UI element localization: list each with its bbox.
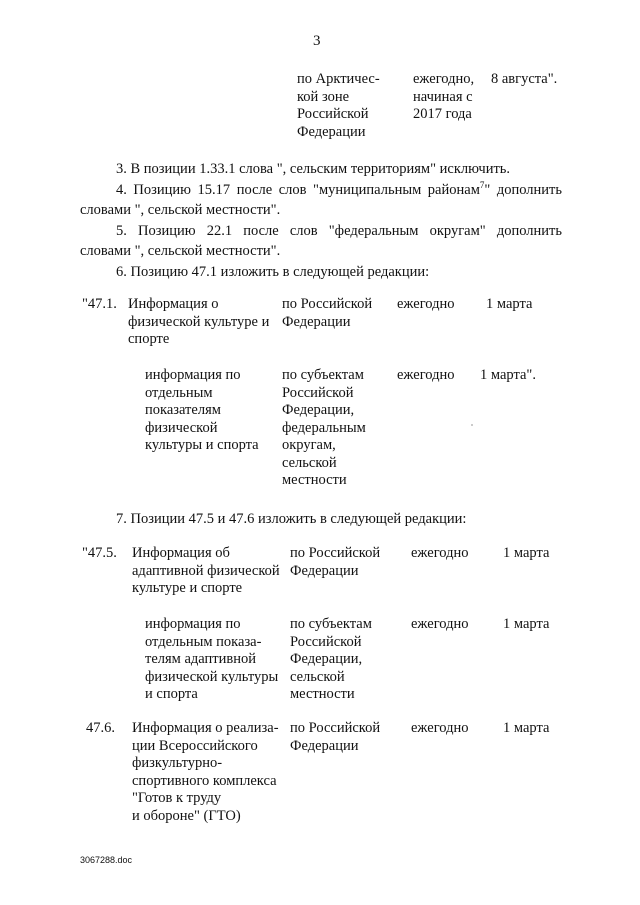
document-filename: 3067288.doc: [80, 855, 133, 865]
row-47-6-period: ежегодно: [411, 720, 469, 736]
row-47-1-number: "47.1.: [82, 296, 117, 312]
row-47-1-sub-period: ежегодно: [397, 367, 455, 383]
row-47-6-name: Информация о реализа- ции Всероссийского физкультурно- спортивного комплекса "Готов к труду и обороне" (ГТО): [132, 720, 279, 824]
top-table-region: по Арктичес- кой зоне Российской Федерации: [297, 71, 380, 140]
row-47-5-sub-name: информация по отдельным показа- телям адаптивной физической культуры и спорта: [145, 616, 279, 702]
row-47-1-period: ежегодно: [397, 296, 455, 312]
paragraph-4-text-end: " дополнить словами ", сельской местности".: [80, 182, 563, 218]
page-number: 3: [313, 33, 321, 49]
row-47-5-level: по Российской Федерации: [290, 545, 381, 579]
row-47-1-level: по Российской Федерации: [282, 296, 373, 330]
row-47-1-date: 1 марта: [486, 296, 533, 312]
paragraph-5: 5. Позицию 22.1 после слов "федеральным округам" дополнить словами ", сельской местности".: [80, 223, 562, 259]
paragraph-6: 6. Позицию 47.1 изложить в следующей редакции:: [116, 264, 430, 280]
row-47-5-date: 1 марта: [503, 545, 550, 561]
top-table-date: 8 августа".: [491, 71, 558, 87]
top-table-period: ежегодно, начиная с 2017 года: [413, 71, 475, 122]
row-47-5-name: Информация об адаптивной физической культуре и спорте: [132, 545, 280, 596]
row-47-6-number: 47.6.: [86, 720, 115, 736]
row-47-5-period: ежегодно: [411, 545, 469, 561]
paragraph-4-text: 4. Позицию 15.17 после слов "муниципальным районам: [116, 182, 480, 198]
row-47-6-level: по Российской Федерации: [290, 720, 381, 754]
row-47-1-sub-date: 1 марта".: [480, 367, 536, 383]
scan-speck: [471, 424, 473, 426]
row-47-1-sub-name: информация по отдельным показателям физической культуры и спорта: [145, 367, 259, 453]
row-47-5-number: "47.5.: [82, 545, 117, 561]
footnote-marker: 7: [479, 180, 485, 191]
paragraph-4: [80, 180, 562, 220]
paragraph-7: 7. Позиции 47.5 и 47.6 изложить в следующей редакции:: [116, 511, 467, 527]
row-47-1-sub-level: по субъектам Российской Федерации, федеральным округам, сельской местности: [282, 367, 366, 488]
row-47-5-sub-period: ежегодно: [411, 616, 469, 632]
row-47-6-date: 1 марта: [503, 720, 550, 736]
row-47-1-name: Информация о физической культуре и спорте: [128, 296, 270, 347]
row-47-5-sub-level: по субъектам Российской Федерации, сельской местности: [290, 616, 372, 702]
row-47-5-sub-date: 1 марта: [503, 616, 550, 632]
paragraph-3: 3. В позиции 1.33.1 слова ", сельским территориям" исключить.: [116, 161, 511, 177]
